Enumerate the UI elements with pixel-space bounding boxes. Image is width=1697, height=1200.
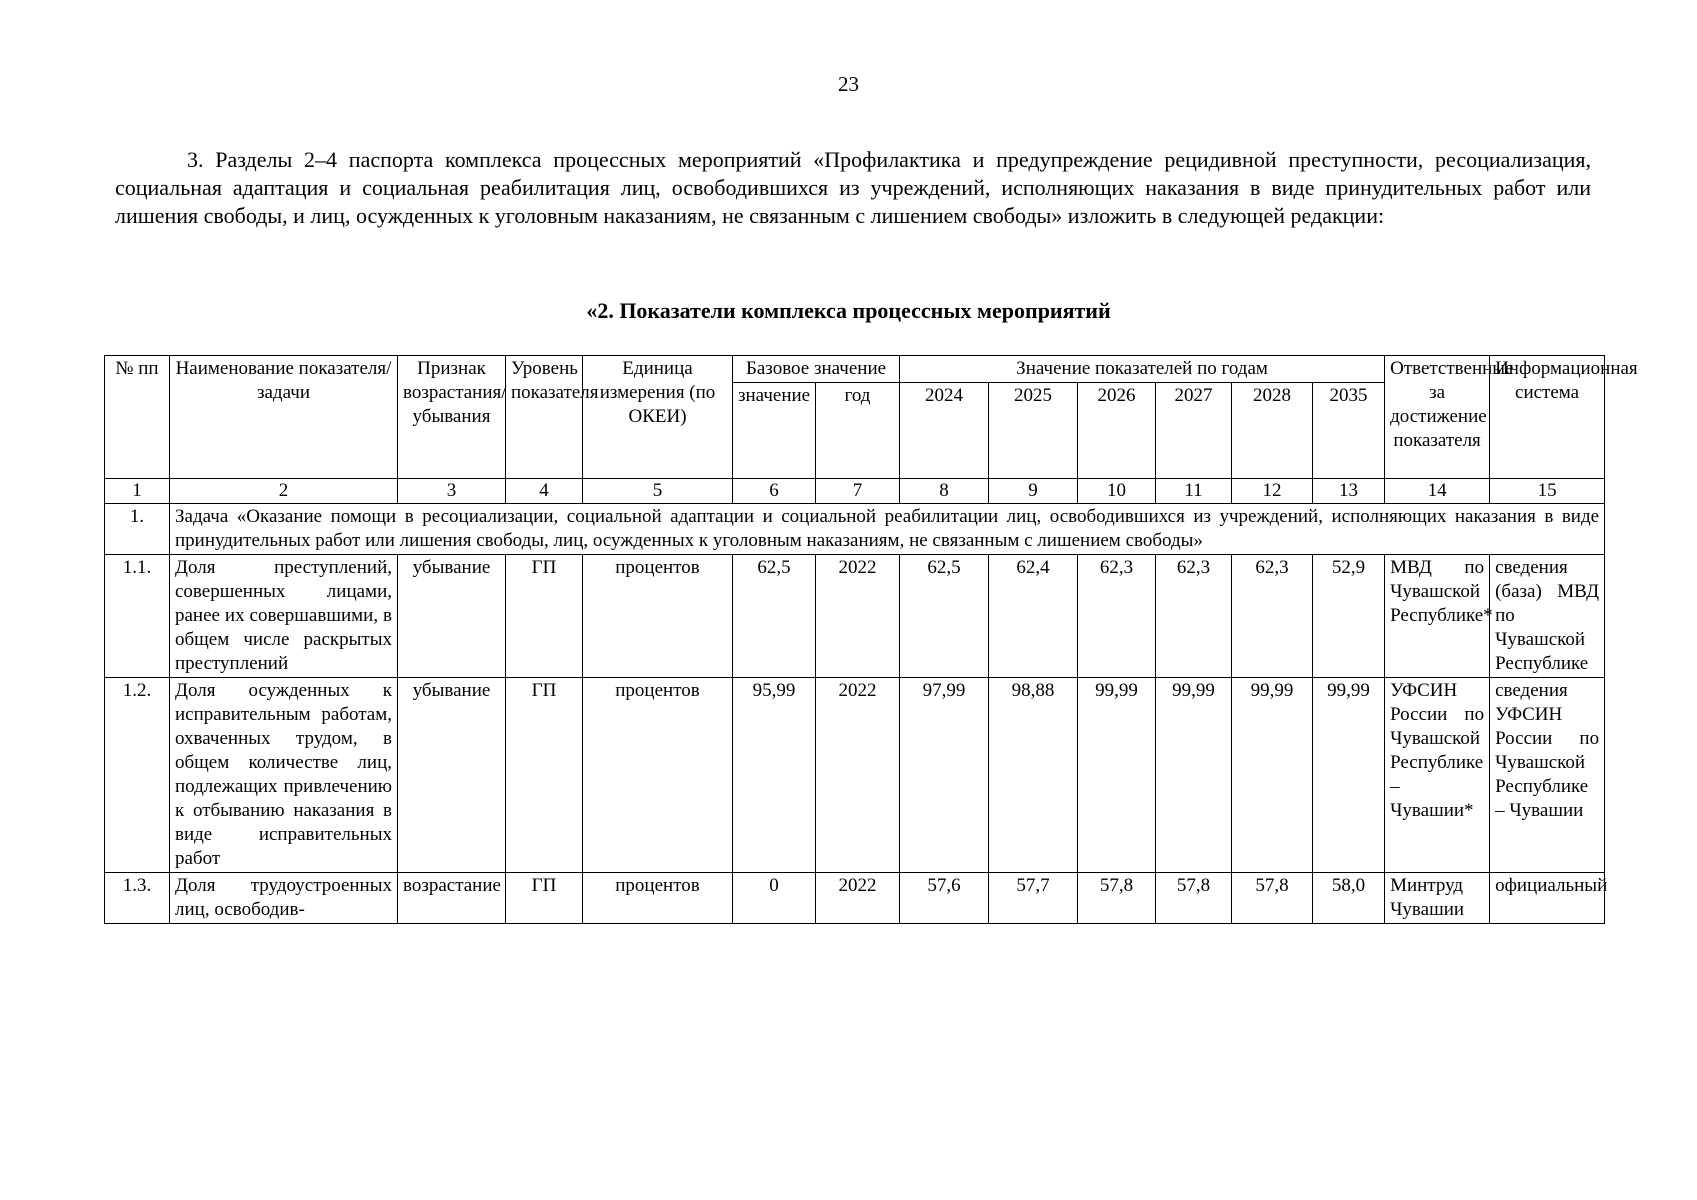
row-value: 57,8 bbox=[1156, 873, 1232, 924]
column-number: 2 bbox=[170, 479, 398, 504]
row-base-value: 62,5 bbox=[733, 555, 816, 678]
header-responsible: Ответственные за достижение показателя bbox=[1385, 356, 1490, 479]
row-unit: процентов bbox=[583, 873, 733, 924]
header-years-group: Значение показателей по годам bbox=[900, 356, 1385, 383]
section-title: «2. Показатели комплекса процессных мероприятий bbox=[586, 298, 1111, 323]
row-num: 1.1. bbox=[105, 555, 170, 678]
indicators-table bbox=[104, 355, 1638, 924]
row-value: 99,99 bbox=[1232, 678, 1313, 873]
column-number-row bbox=[105, 479, 1605, 504]
task-num: 1. bbox=[105, 504, 170, 555]
row-base-value: 95,99 bbox=[733, 678, 816, 873]
row-sign: убывание bbox=[398, 678, 506, 873]
row-sign: возрастание bbox=[398, 873, 506, 924]
row-value: 62,3 bbox=[1232, 555, 1313, 678]
header-info: Информационная система bbox=[1490, 356, 1605, 479]
table-row bbox=[105, 873, 1605, 924]
header-year: 2026 bbox=[1078, 383, 1156, 479]
row-value: 57,8 bbox=[1232, 873, 1313, 924]
row-responsible: УФСИН России по Чувашской Республике – Чувашии* bbox=[1385, 678, 1490, 873]
row-value: 57,7 bbox=[989, 873, 1078, 924]
header-year: 2028 bbox=[1232, 383, 1313, 479]
intro-paragraph: 3. Разделы 2–4 паспорта комплекса процессных мероприятий «Профилактика и предупреждение рецидивной преступности, ресоциализация, социальная адаптация и социальная реабилитация лиц, освободившихся из учреждений, исполняющих наказания в виде принудительных работ или лишения свободы, и лиц, осужденных к уголовным наказаниям, не связанным с лишением свободы» изложить в следующей редакции: bbox=[115, 147, 1591, 228]
header-year: 2024 bbox=[900, 383, 989, 479]
row-value: 62,5 bbox=[900, 555, 989, 678]
row-value: 99,99 bbox=[1078, 678, 1156, 873]
row-level: ГП bbox=[506, 555, 583, 678]
row-info: официальный bbox=[1490, 873, 1605, 924]
header-base: Базовое значение bbox=[733, 356, 900, 383]
header-unit: Единица измерения (по ОКЕИ) bbox=[583, 356, 733, 479]
row-value: 57,6 bbox=[900, 873, 989, 924]
row-responsible: Минтруд Чувашии bbox=[1385, 873, 1490, 924]
row-value: 58,0 bbox=[1313, 873, 1385, 924]
column-number: 7 bbox=[816, 479, 900, 504]
row-name: Доля трудоустроенных лиц, освободив- bbox=[170, 873, 398, 924]
row-info: сведения УФСИН России по Чувашской Республике – Чувашии bbox=[1490, 678, 1605, 873]
row-value: 57,8 bbox=[1078, 873, 1156, 924]
header-base-value: значение bbox=[733, 383, 816, 479]
page-number: 23 bbox=[838, 72, 859, 96]
column-number: 11 bbox=[1156, 479, 1232, 504]
column-number: 9 bbox=[989, 479, 1078, 504]
row-unit: процентов bbox=[583, 678, 733, 873]
row-base-value: 0 bbox=[733, 873, 816, 924]
header-year: 2027 bbox=[1156, 383, 1232, 479]
column-number: 3 bbox=[398, 479, 506, 504]
column-number: 5 bbox=[583, 479, 733, 504]
row-value: 99,99 bbox=[1313, 678, 1385, 873]
row-unit: процентов bbox=[583, 555, 733, 678]
header-name: Наименование показателя/задачи bbox=[170, 356, 398, 479]
row-sign: убывание bbox=[398, 555, 506, 678]
column-number: 1 bbox=[105, 479, 170, 504]
column-number: 4 bbox=[506, 479, 583, 504]
row-responsible: МВД по Чувашской Республике* bbox=[1385, 555, 1490, 678]
column-number: 15 bbox=[1490, 479, 1605, 504]
row-base-year: 2022 bbox=[816, 555, 900, 678]
column-number: 13 bbox=[1313, 479, 1385, 504]
row-value: 99,99 bbox=[1156, 678, 1232, 873]
column-number: 10 bbox=[1078, 479, 1156, 504]
task-row bbox=[105, 504, 1605, 555]
header-year: 2035 bbox=[1313, 383, 1385, 479]
header-year: 2025 bbox=[989, 383, 1078, 479]
row-value: 62,3 bbox=[1156, 555, 1232, 678]
header-base-year: год bbox=[816, 383, 900, 479]
row-base-year: 2022 bbox=[816, 873, 900, 924]
column-number: 8 bbox=[900, 479, 989, 504]
row-info: сведения (база) МВД по Чувашской Республике bbox=[1490, 555, 1605, 678]
header-sign: Признак возрастания/ убывания bbox=[398, 356, 506, 479]
task-text: Задача «Оказание помощи в ресоциализации, социальной адаптации и социальной реабилитации лиц, освободившихся из учреждений, исполняющих наказания в виде принудительных работ или лишения свободы, лиц, осужденных к уголовным наказаниям, не связанным с лишением свободы» bbox=[170, 504, 1605, 555]
column-number: 6 bbox=[733, 479, 816, 504]
row-value: 62,3 bbox=[1078, 555, 1156, 678]
row-num: 1.3. bbox=[105, 873, 170, 924]
row-level: ГП bbox=[506, 873, 583, 924]
row-value: 97,99 bbox=[900, 678, 989, 873]
row-level: ГП bbox=[506, 678, 583, 873]
table-row bbox=[105, 555, 1605, 678]
row-base-year: 2022 bbox=[816, 678, 900, 873]
table-row bbox=[105, 678, 1605, 873]
header-level: Уровень показателя bbox=[506, 356, 583, 479]
row-num: 1.2. bbox=[105, 678, 170, 873]
row-name: Доля преступлений, совершенных лицами, ранее их совершавшими, в общем числе раскрытых преступлений bbox=[170, 555, 398, 678]
row-value: 98,88 bbox=[989, 678, 1078, 873]
row-value: 62,4 bbox=[989, 555, 1078, 678]
row-value: 52,9 bbox=[1313, 555, 1385, 678]
column-number: 12 bbox=[1232, 479, 1313, 504]
header-num: № пп bbox=[105, 356, 170, 479]
header-row-1 bbox=[105, 356, 1605, 383]
column-number: 14 bbox=[1385, 479, 1490, 504]
row-name: Доля осужденных к исправительным работам, охваченных трудом, в общем количестве лиц, подлежащих привлечению к отбыванию наказания в виде исправительных работ bbox=[170, 678, 398, 873]
